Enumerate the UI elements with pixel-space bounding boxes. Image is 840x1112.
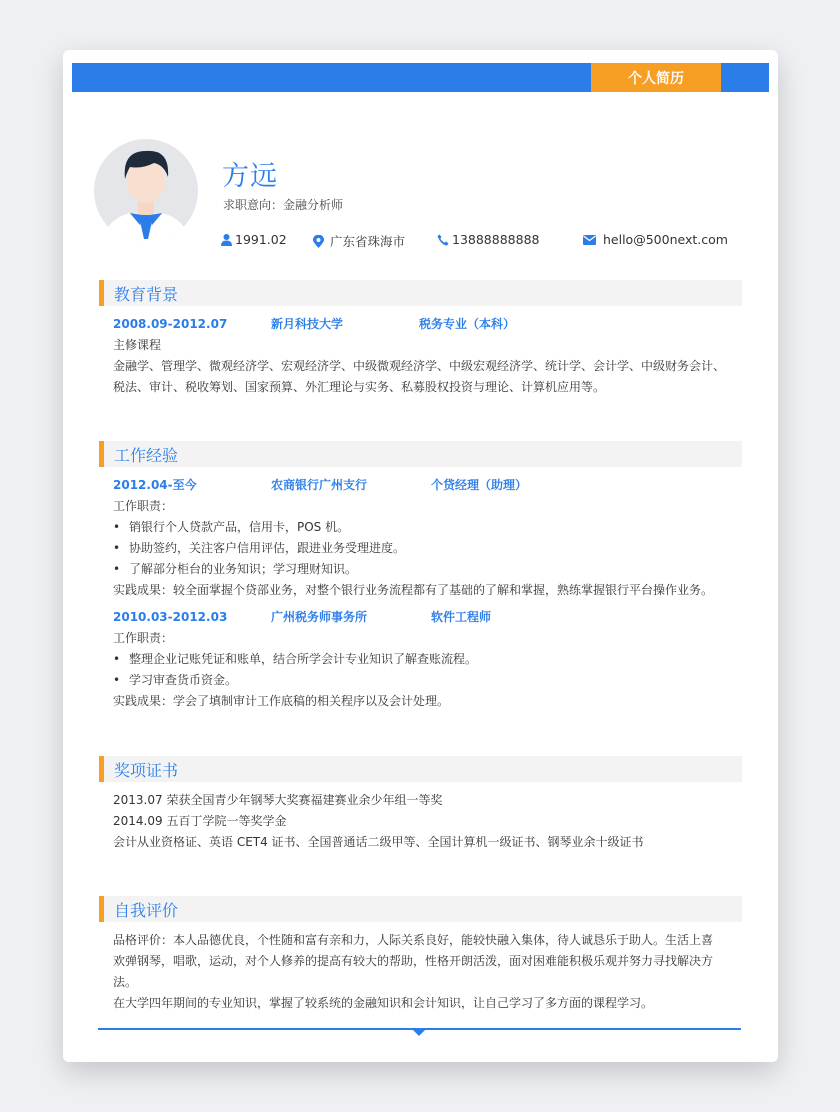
job-duty-item: • 整理企业记账凭证和账单，结合所学会计专业知识了解查账流程。 bbox=[129, 649, 477, 670]
section-title: 工作经验 bbox=[114, 446, 179, 465]
job-duty-item: • 销银行个人贷款产品，信用卡，POS 机。 bbox=[129, 517, 349, 538]
person-icon bbox=[221, 234, 232, 246]
bottom-arrow-icon bbox=[412, 1029, 426, 1036]
birth-value: 1991.02 bbox=[235, 232, 287, 247]
job-duty-label: 工作职责： bbox=[113, 499, 174, 513]
award-item: 2013.07 荣获全国青少年钢琴大奖赛福建赛业余少年组一等奖 bbox=[113, 793, 443, 807]
edu-major: 税务专业（本科） bbox=[419, 317, 516, 331]
resume-tag: 个人简历 bbox=[591, 63, 721, 92]
edu-courses-label: 主修课程 bbox=[113, 338, 162, 352]
section-education bbox=[99, 280, 742, 306]
phone-value: 13888888888 bbox=[452, 232, 540, 247]
top-banner bbox=[72, 63, 769, 92]
edu-courses-line: 金融学、管理学、微观经济学、宏观经济学、中级微观经济学、中级宏观经济学、统计学、会计学、中级财务会计、 bbox=[113, 359, 726, 373]
job-duty-item: • 学习审查货币资金。 bbox=[129, 670, 237, 691]
section-title: 奖项证书 bbox=[114, 761, 179, 780]
location-value: 广东省珠海市 bbox=[330, 234, 406, 249]
self-line: 法。 bbox=[113, 975, 138, 989]
phone-icon bbox=[437, 234, 449, 246]
job-duty-label: 工作职责： bbox=[113, 631, 174, 645]
section-awards bbox=[99, 756, 742, 782]
job-result: 实践成果：较全面掌握个贷部业务，对整个银行业务流程都有了基础的了解和掌握，熟练掌握银行平台操作业务。 bbox=[113, 583, 714, 597]
candidate-name: 方远 bbox=[222, 161, 278, 192]
section-title: 教育背景 bbox=[114, 285, 179, 304]
contact-email bbox=[583, 232, 728, 247]
avatar bbox=[94, 139, 198, 243]
award-item: 2014.09 五百丁学院一等奖学金 bbox=[113, 814, 287, 828]
contact-location bbox=[313, 232, 405, 250]
location-icon bbox=[313, 235, 324, 248]
job-result: 实践成果：学会了填制审计工作底稿的相关程序以及会计处理。 bbox=[113, 694, 450, 708]
job-position: 软件工程师 bbox=[431, 610, 492, 624]
job-date: 2010.03-2012.03 bbox=[113, 610, 228, 624]
self-line: 在大学四年期间的专业知识，掌握了较系统的金融知识和会计知识，让自己学习了多方面的课程学习。 bbox=[113, 996, 654, 1010]
email-value: hello@500next.com bbox=[603, 232, 728, 247]
job-intent: 求职意向：金融分析师 bbox=[223, 198, 344, 212]
edu-courses-line: 税法、审计、税收筹划、国家预算、外汇理论与实务、私募股权投资与理论、计算机应用等。 bbox=[113, 380, 606, 394]
section-work bbox=[99, 441, 742, 467]
job-position: 个贷经理（助理） bbox=[431, 478, 528, 492]
section-self bbox=[99, 896, 742, 922]
self-line: 品格评价：本人品德优良，个性随和富有亲和力，人际关系良好，能较快融入集体，待人诚恳乐于助人。生活上喜 bbox=[113, 933, 714, 947]
job-company: 广州税务师事务所 bbox=[271, 610, 368, 624]
edu-date: 2008.09-2012.07 bbox=[113, 317, 228, 331]
job-duty-item: • 协助签约，关注客户信用评估，跟进业务受理进度。 bbox=[129, 538, 405, 559]
section-title: 自我评价 bbox=[114, 901, 179, 920]
mail-icon bbox=[583, 235, 596, 245]
contact-phone bbox=[437, 232, 539, 247]
resume-paper bbox=[63, 50, 778, 1062]
edu-school: 新月科技大学 bbox=[271, 317, 344, 331]
self-line: 欢弹钢琴，唱歌，运动，对个人修养的提高有较大的帮助，性格开朗活泼，面对困难能积极乐观并努力寻找解决方 bbox=[113, 954, 714, 968]
job-duty-item: • 了解部分柜台的业务知识；学习理财知识。 bbox=[129, 559, 357, 580]
job-date: 2012.04-至今 bbox=[113, 478, 197, 492]
award-item: 会计从业资格证、英语 CET4 证书、全国普通话二级甲等、全国计算机一级证书、钢琴业余十级证书 bbox=[113, 835, 644, 849]
job-company: 农商银行广州支行 bbox=[271, 478, 368, 492]
contact-birth bbox=[221, 232, 287, 247]
